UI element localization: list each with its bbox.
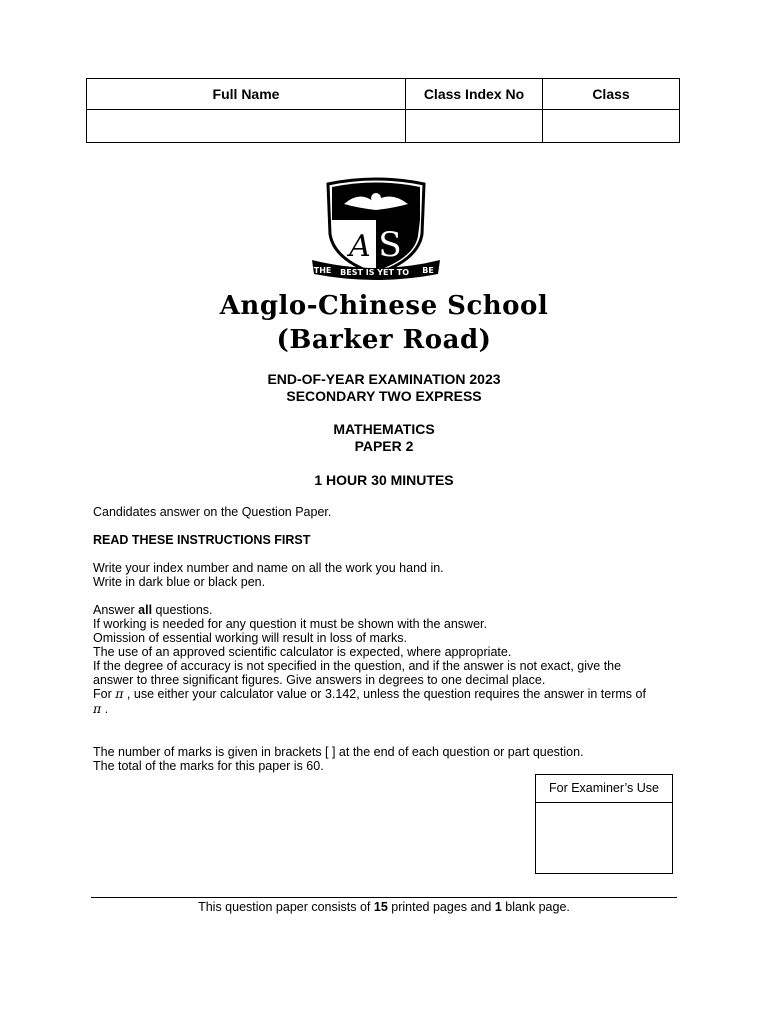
footer-post: blank page. (501, 900, 570, 914)
school-name-line2: (Barker Road) (276, 325, 492, 355)
pi-post: , use either your calculator value or 3.142, unless the question requires the answer in terms of (123, 687, 646, 701)
class-index-field[interactable] (406, 110, 543, 143)
class-field[interactable] (543, 110, 680, 143)
answer-all-post: questions. (152, 603, 213, 617)
footer-mid: printed pages and (387, 900, 495, 914)
full-name-field[interactable] (87, 110, 406, 143)
school-crest-icon (310, 174, 442, 286)
instruction-accuracy-1: If the degree of accuracy is not specified in the question, and if the answer is not exact, give the (93, 659, 622, 673)
candidate-details-table (86, 78, 680, 143)
class-header: Class (543, 79, 680, 110)
crest-letter-s: S (378, 225, 402, 265)
pi-symbol: π (115, 686, 124, 701)
answer-all-pre: Answer (93, 603, 139, 617)
instruction-pi (93, 687, 646, 701)
instructions-heading: READ THESE INSTRUCTIONS FIRST (93, 533, 311, 547)
instruction-pen: Write in dark blue or black pen. (93, 575, 266, 589)
instruction-accuracy-2: answer to three significant figures. Give answers in degrees to one decimal place. (93, 673, 546, 687)
answer-all-bold: all (138, 603, 153, 617)
examiner-use-label: For Examiner’s Use (536, 775, 672, 803)
crest-letter-a: A (349, 229, 371, 264)
instruction-calculator: The use of an approved scientific calculator is expected, where appropriate. (93, 645, 512, 659)
exam-level: SECONDARY TWO EXPRESS (286, 388, 482, 404)
footer-blank: 1 (494, 900, 502, 914)
pi-end: . (101, 702, 109, 716)
instruction-answer-all (93, 603, 213, 617)
pi-symbol-2: π (93, 701, 102, 716)
crest-motto-the: THE (313, 266, 332, 275)
pi-pre: For (93, 687, 116, 701)
instruction-pi-end (93, 702, 108, 716)
exam-duration: 1 HOUR 30 MINUTES (314, 472, 454, 488)
school-name-line1: Anglo-Chinese School (219, 291, 549, 321)
instruction-marks-total: The total of the marks for this paper is 60. (93, 759, 324, 773)
full-name-header: Full Name (87, 79, 406, 110)
exam-paper: PAPER 2 (354, 438, 414, 454)
crest-motto-middle: BEST IS YET TO (340, 268, 410, 277)
class-index-header: Class Index No (406, 79, 543, 110)
page-count-footer (0, 900, 768, 914)
footer-pre: This question paper consists of (198, 900, 374, 914)
examiner-use-field[interactable] (536, 803, 672, 873)
footer-pages: 15 (373, 900, 388, 914)
instruction-working: If working is needed for any question it must be shown with the answer. (93, 617, 487, 631)
exam-subject: MATHEMATICS (333, 421, 435, 437)
instruction-index-number: Write your index number and name on all the work you hand in. (93, 561, 444, 575)
exam-title: END-OF-YEAR EXAMINATION 2023 (267, 371, 501, 387)
crest-motto-be: BE (422, 266, 434, 275)
instruction-omission: Omission of essential working will result in loss of marks. (93, 631, 407, 645)
examiner-use-box (535, 774, 673, 874)
instruction-marks-brackets: The number of marks is given in brackets [ ] at the end of each question or part question. (93, 745, 584, 759)
answer-on-paper-text: Candidates answer on the Question Paper. (93, 505, 332, 519)
footer-divider (91, 897, 677, 898)
